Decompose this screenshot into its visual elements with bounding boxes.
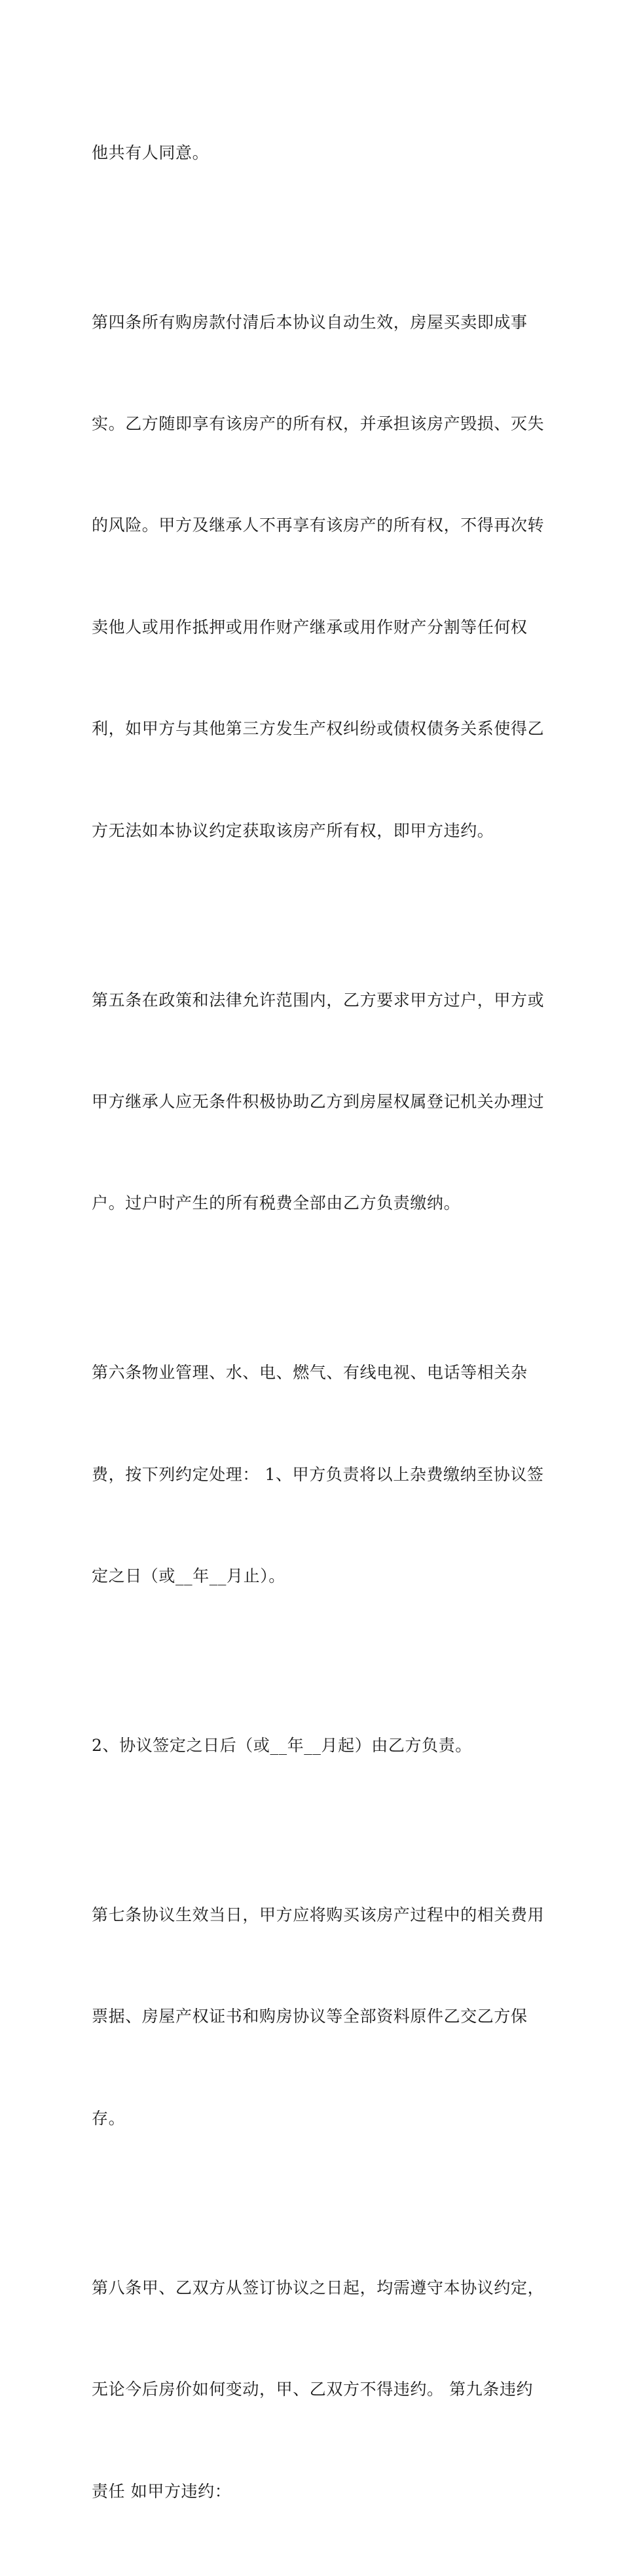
text-line: 第六条物业管理、水、电、燃气、有线电视、电话等相关杂 [92, 1363, 528, 1383]
text-line: 利，如甲方与其他第三方发生产权纠纷或债权债务关系使得乙 [92, 719, 545, 739]
text-line: 第八条甲、乙双方从签订协议之日起，均需遵守本协议约定， [92, 2278, 545, 2297]
text-line: 他共有人同意。 [92, 143, 210, 162]
text-line: 户。过户时产生的所有税费全部由乙方负责缴纳。 [92, 1193, 461, 1213]
paragraph-article-6-item-2 [92, 1661, 537, 1830]
text-line: 卖他人或用作抵押或用作财产继承或用作财产分割等任何权 [92, 617, 528, 637]
text-line: 定之日（或__年__月止）。 [92, 1566, 285, 1586]
text-line: 第四条所有购房款付清后本协议自动生效，房屋买卖即成事 [92, 312, 528, 332]
paragraph-article-6 [92, 1288, 544, 1661]
paragraph-article-5 [92, 915, 545, 1288]
paragraph-article-4 [92, 238, 545, 915]
text-line: 第七条协议生效当日，甲方应将购买该房产过程中的相关费用 [92, 1905, 545, 1925]
text-line: 无论今后房价如何变动，甲、乙双方不得违约。 第九条违约 [92, 2380, 534, 2399]
text-line: 实。乙方随即享有该房产的所有权，并承担该房产毁损、灭失 [92, 414, 545, 433]
paragraph-article-7 [92, 1830, 545, 2203]
paragraph-article-8 [92, 2203, 545, 2576]
text-line: 方无法如本协议约定获取该房产所有权，即甲方违约。 [92, 820, 494, 840]
text-line: 2、协议签定之日后（或__年__月起）由乙方负责。 [92, 1736, 472, 1756]
text-line: 存。 [92, 2108, 126, 2128]
text-line: 的风险。甲方及继承人不再享有该房产的所有权，不得再次转 [92, 516, 545, 535]
text-line: 票据、房屋产权证书和购房协议等全部资料原件乙交乙方保 [92, 2007, 528, 2026]
text-line: 费，按下列约定处理： 1、甲方负责将以上杂费缴纳至协议签 [92, 1464, 544, 1484]
document-body [92, 68, 545, 2576]
text-line: 甲方继承人应无条件积极协助乙方到房屋权属登记机关办理过 [92, 1091, 545, 1111]
text-line: 第五条在政策和法律允许范围内，乙方要求甲方过户，甲方或 [92, 990, 545, 1010]
text-line: 责任 如甲方违约： [92, 2481, 232, 2501]
paragraph-continuation [92, 68, 537, 238]
